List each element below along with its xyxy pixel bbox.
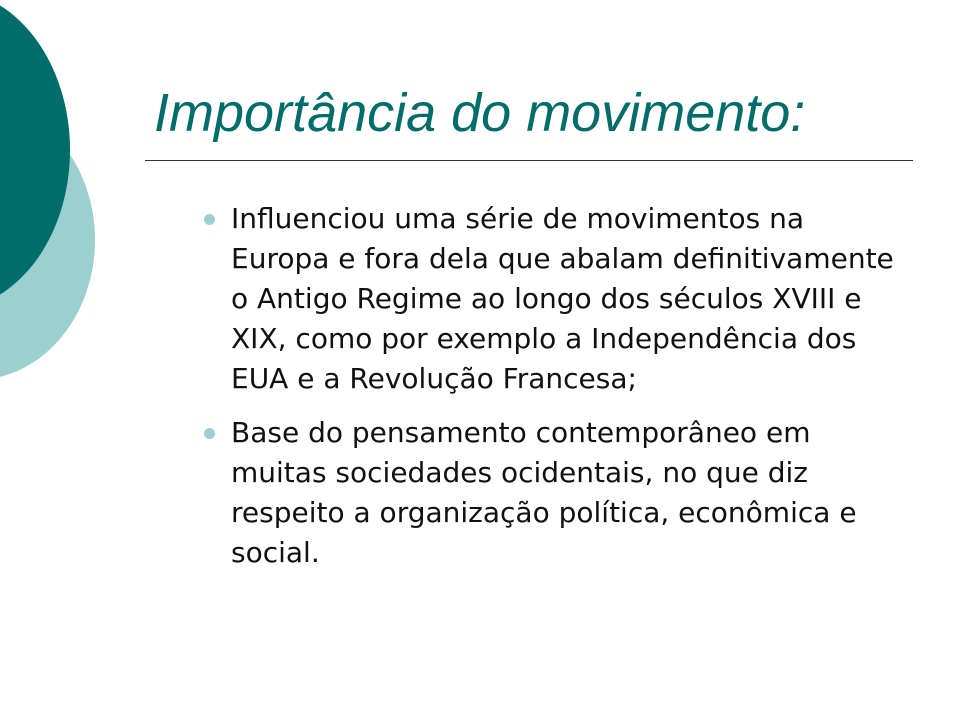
- circle-bullet-icon: [204, 428, 215, 439]
- circle-bullet-icon: [204, 214, 215, 225]
- title-divider: [145, 160, 913, 161]
- bullet-list: [200, 199, 910, 587]
- slide-title: Importância do movimento:: [154, 83, 806, 143]
- bullet-text-1: Influenciou uma série de movimentos na Europa e fora dela que abalam definitivamente o Antigo Regime ao longo dos séculos XVIII e XIX, como por exemplo a Independência dos EUA e a Revolução Francesa;: [231, 202, 894, 395]
- bullet-text-2: Base do pensamento contemporâneo em muitas sociedades ocidentais, no que diz respeito a organização política, econômica e social.: [231, 416, 857, 569]
- bullet-item-2: [200, 413, 910, 573]
- bullet-item-1: [200, 199, 910, 399]
